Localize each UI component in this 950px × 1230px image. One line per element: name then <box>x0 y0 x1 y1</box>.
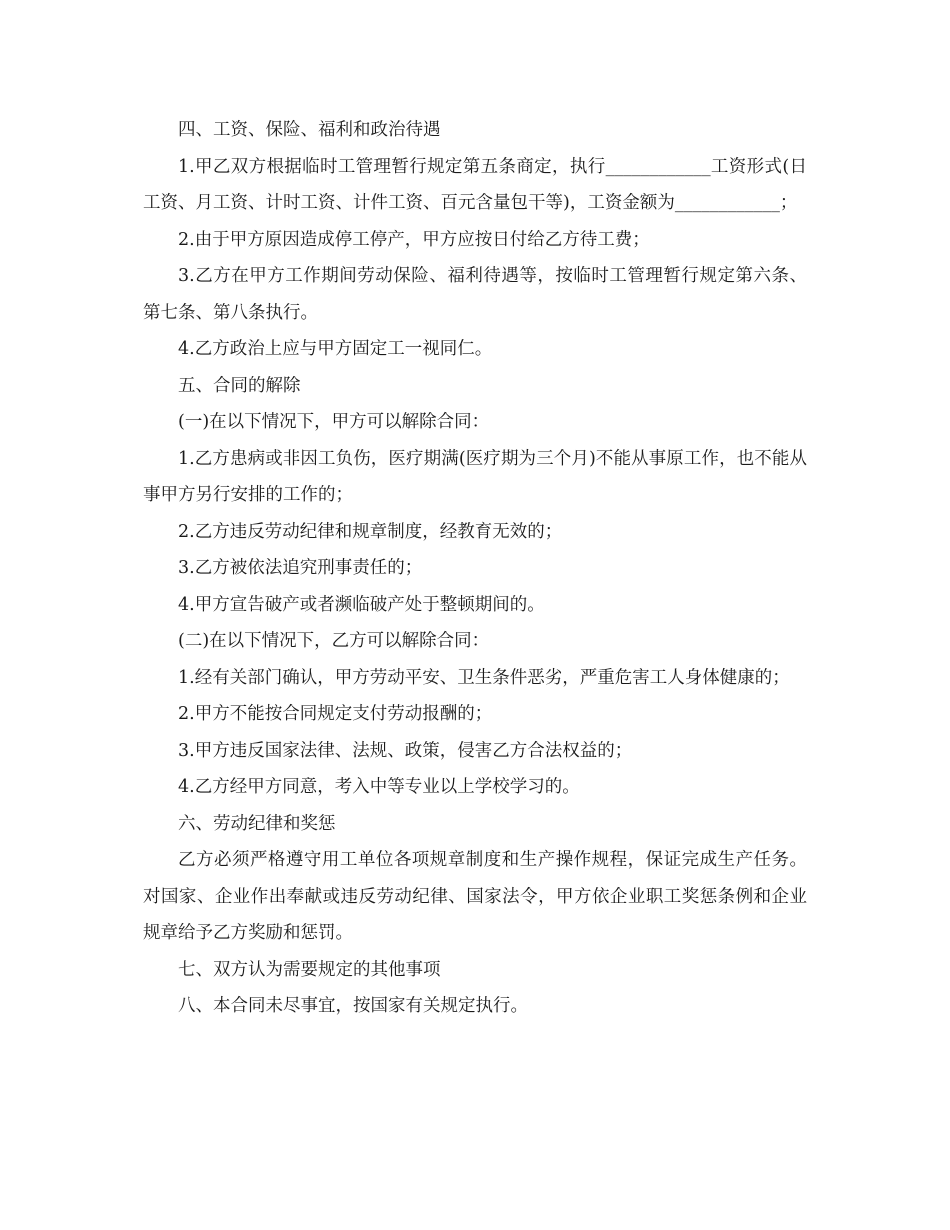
paragraph-b-termination-1: 1.经有关部门确认，甲方劳动平安、卫生条件恶劣，严重危害工人身体健康的； <box>178 667 790 688</box>
document-body <box>143 112 807 1025</box>
section-heading-other-matters: 七、双方认为需要规定的其他事项 <box>178 959 441 980</box>
paragraph-wage-form: 1.甲乙双方根据临时工管理暂行规定第五条商定，执行____________工资形式(日工资、月工资、计时工资、计件工资、百元含量包干等)，工资金额为____________； <box>143 156 807 213</box>
paragraph-a-termination-4: 4.甲方宣告破产或者濒临破产处于整顿期间的。 <box>178 594 545 615</box>
subheading-party-b-termination: (二)在以下情况下，乙方可以解除合同： <box>178 631 490 651</box>
paragraph-b-termination-4: 4.乙方经甲方同意，考入中等专业以上学校学习的。 <box>178 777 580 797</box>
paragraph-standby-pay: 2.由于甲方原因造成停工停产，甲方应按日付给乙方待工费； <box>178 229 650 250</box>
paragraph-insurance-benefits: 3.乙方在甲方工作期间劳动保险、福利待遇等，按临时工管理暂行规定第六条、第七条、第八条执行。 <box>143 266 807 323</box>
paragraph-b-termination-2: 2.甲方不能按合同规定支付劳动报酬的； <box>178 704 493 724</box>
paragraph-a-termination-3: 3.乙方被依法追究刑事责任的； <box>178 558 423 578</box>
section-heading-discipline: 六、劳动纪律和奖惩 <box>178 813 336 834</box>
section-heading-wages: 四、工资、保险、福利和政治待遇 <box>178 120 441 140</box>
section-heading-termination: 五、合同的解除 <box>178 375 301 396</box>
paragraph-a-termination-1: 1.乙方患病或非因工负伤，医疗期满(医疗期为三个月)不能从事原工作，也不能从事甲方另行安排的工作的； <box>143 448 807 505</box>
paragraph-b-termination-3: 3.甲方违反国家法律、法规、政策，侵害乙方合法权益的； <box>178 740 633 761</box>
paragraph-a-termination-2: 2.乙方违反劳动纪律和规章制度，经教育无效的； <box>178 521 563 542</box>
paragraph-political-treatment: 4.乙方政治上应与甲方固定工一视同仁。 <box>178 339 493 359</box>
section-heading-unresolved-matters: 八、本合同未尽事宜，按国家有关规定执行。 <box>178 996 528 1016</box>
subheading-party-a-termination: (一)在以下情况下，甲方可以解除合同： <box>178 412 490 432</box>
paragraph-discipline: 乙方必须严格遵守用工单位各项规章制度和生产操作规程，保证完成生产任务。对国家、企业作出奉献或违反劳动纪律、国家法令，甲方依企业职工奖惩条例和企业规章给予乙方奖励和惩罚。 <box>143 850 807 943</box>
